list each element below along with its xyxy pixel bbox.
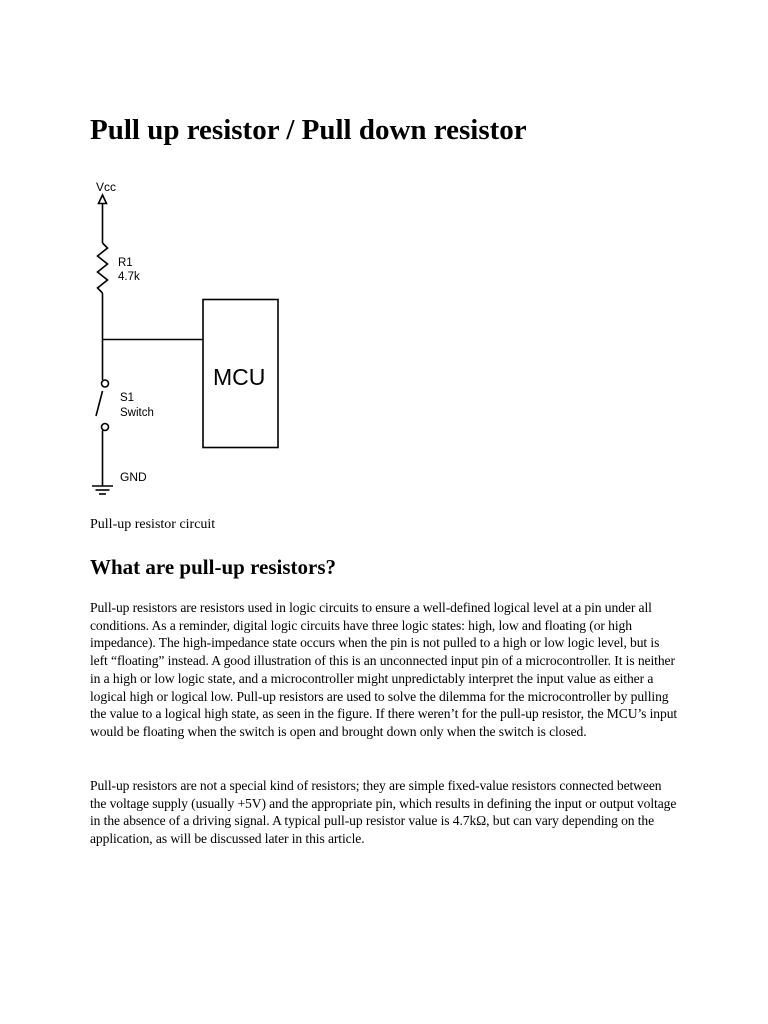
figure-caption: Pull-up resistor circuit [90, 517, 216, 532]
r1-value: 4.7k [118, 271, 140, 283]
vcc-terminal-icon [99, 195, 107, 204]
s1-label: S1 [120, 392, 135, 404]
resistor-r1-icon [98, 243, 108, 293]
pull-up-circuit-diagram [86, 176, 286, 501]
vcc-label: Vcc [96, 180, 117, 194]
mcu-label: MCU [213, 364, 266, 390]
page-title: Pull up resistor / Pull down resistor [90, 114, 527, 146]
switch-contact-icon [102, 424, 109, 431]
switch-s1-icon [96, 391, 103, 416]
r1-label: R1 [118, 257, 133, 269]
section-heading: What are pull-up resistors? [90, 555, 336, 579]
paragraph: Pull-up resistors are resistors used in logic circuits to ensure a well-defined logical level at a pin under all conditions. As a reminder, digital logic circuits have three logic states: high, low and floating (or high impedance). The high-impedance state occurs when the pin is not pulled to a high or low logic level, but is left “floating” instead. A good illustration of this is an unconnected input pin of a microcontroller. It is neither in a high or low logic state, and a microcontroller might unpredictably interpret the input value as either a logical high or logical low. Pull-up resistors are used to solve the dilemma for the microcontroller by pulling the value to a logical high state, as seen in the figure. If there weren’t for the pull-up resistor, the MCU’s input would be floating when the switch is open and brought down only when the switch is closed. [90, 600, 678, 739]
switch-contact-icon [102, 380, 109, 387]
gnd-label: GND [120, 470, 147, 484]
ground-icon [92, 486, 113, 494]
s1-type-label: Switch [120, 407, 154, 419]
paragraph: Pull-up resistors are not a special kind of resistors; they are simple fixed-value resistors connected between the voltage supply (usually +5V) and the appropriate pin, which results in defining the input or output voltage in the absence of a driving signal. A typical pull-up resistor value is 4.7kΩ, but can vary depending on the application, as will be discussed later in this article. [90, 778, 677, 847]
